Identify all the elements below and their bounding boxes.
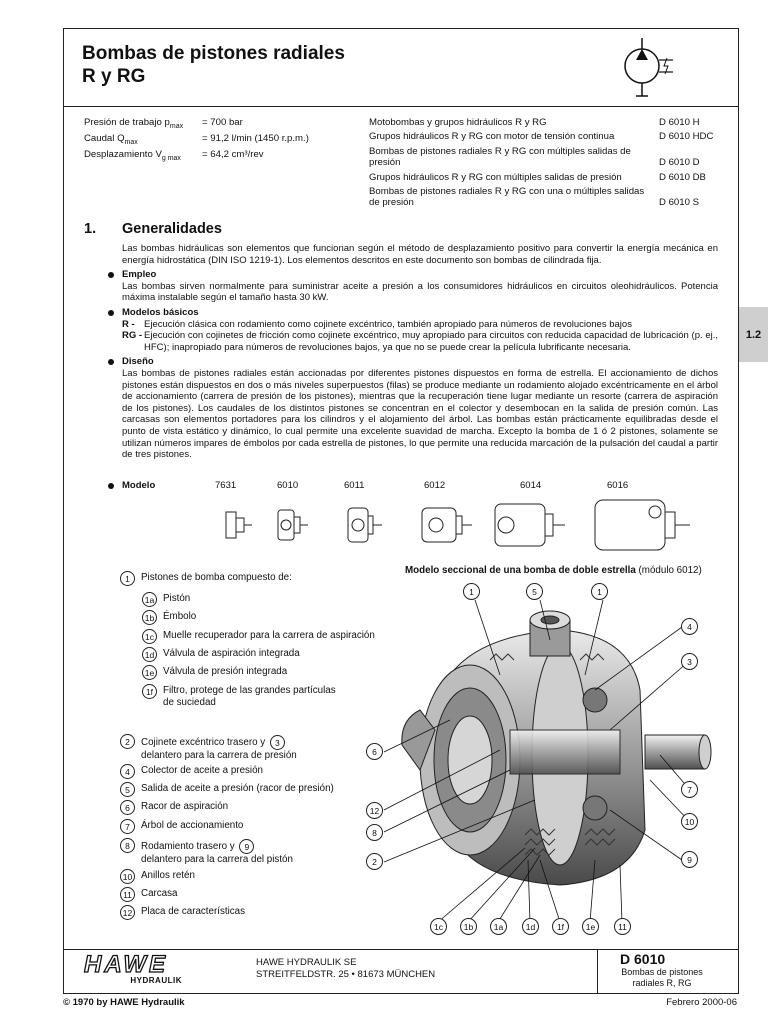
callout-1a: 1a — [490, 918, 507, 935]
callout-1e: 1e — [582, 918, 599, 935]
callout-2: 2 — [366, 853, 383, 870]
bullet-icon — [108, 310, 114, 316]
callout-11: 11 — [614, 918, 631, 935]
callout-1f: 1f — [552, 918, 569, 935]
pump-models-illustration — [200, 492, 700, 554]
pump-6014-icon — [495, 504, 565, 546]
sectional-drawing — [360, 580, 740, 940]
footer-address: HAWE HYDRAULIK SE STREITFELDSTR. 25 • 81673 MÜNCHEN — [256, 957, 436, 980]
model-number: 6011 — [344, 480, 365, 491]
list-item: Motobombas y grupos hidráulicos R y RG D 6010 H — [369, 117, 700, 128]
model-number: 7631 — [215, 480, 237, 491]
list-item: 1 Pistones de bomba compuesto de: — [120, 571, 292, 586]
section-title: Generalidades — [122, 221, 222, 237]
section-number: 1. — [84, 221, 97, 237]
doc-subtitle: Bombas de pistones radiales R, RG — [621, 967, 703, 988]
model-number: 6012 — [424, 480, 446, 491]
sectional-model-title: Modelo seccional de una bomba de doble estrella (módulo 6012) — [405, 565, 702, 576]
list-item: 1a Pistón — [142, 592, 190, 607]
list-item: 1e Válvula de presión integrada — [142, 665, 287, 680]
section-body — [122, 243, 718, 461]
callout-6: 6 — [366, 743, 383, 760]
model-number: 6014 — [520, 480, 542, 491]
callout-1: 1 — [463, 583, 480, 600]
list-item: Grupos hidráulicos R y RG con motor de tensión continua D 6010 HDC — [369, 131, 714, 143]
callout-12: 12 — [366, 802, 383, 819]
callout-1d: 1d — [522, 918, 539, 935]
related-products-list — [369, 117, 729, 212]
pump-symbol-icon — [618, 36, 682, 102]
pump-cutaway-icon — [360, 580, 740, 940]
bullet-icon — [108, 483, 114, 489]
doc-date: Febrero 2000-06 — [666, 997, 737, 1008]
callout-5: 5 — [526, 583, 543, 600]
list-item: 11 Carcasa — [120, 887, 177, 902]
bullet-diseno: Diseño Las bombas de pistones radiales están accionadas por diferentes pistones dispuestos en forma de estrella. El accionamiento de dichos pistones están dispuestos en dos o más niveles superpuestos (filas) se produce mediante un rodamiento alojado excéntricamente en el árbol de accionamiento (carrera de presión de los pistones), mientras que la recuperación tiene lugar mediante un resorte (carrera de aspiración de los pistones). Los caudales de los distintos pistones se concentran en el colector y desembocan en la salida de presión común. Las carcasas son elementos portadores para los cilindros y el alojamiento del árbol. Las bombas están prácticamente equilibradas desde el punto de vista estático y dinámico, lo cual permite una excelente suavidad de marcha. Excepto la bomba de 1 ó 2 pistones, solamente se utilizan números impares de émbolos por cada estrella de pistones, lo que permite una reducida marcación de la pulsación del caudal a partir de tres pistones. — [122, 356, 718, 460]
list-item: 7 Árbol de accionamiento — [120, 819, 243, 834]
doc-code: D 6010 — [620, 951, 666, 967]
page-title: Bombas de pistones radiales R y RG — [82, 43, 345, 87]
callout-1: 1 — [591, 583, 608, 600]
callout-3: 3 — [681, 653, 698, 670]
list-item: 1b Émbolo — [142, 610, 196, 625]
pump-6016-icon — [595, 500, 690, 550]
list-item: Grupos hidráulicos R y RG con múltiples salidas de presión D 6010 DB — [369, 171, 706, 183]
list-item: 8 Rodamiento trasero y 9 delantero para la carrera del pistón — [120, 838, 293, 866]
pump-6010-icon — [278, 510, 308, 540]
list-item: 5 Salida de aceite a presión (racor de presión) — [120, 782, 334, 797]
callout-7: 7 — [681, 781, 698, 798]
copyright: © 1970 by HAWE Hydraulik — [63, 997, 185, 1008]
spec-row: Caudal $Q_{max}$ = 91,2 l/min (1450 r.p.m.) — [84, 132, 309, 146]
list-item: 1f Filtro, protege de las grandes partículas de suciedad — [142, 684, 336, 709]
callout-1c: 1c — [430, 918, 447, 935]
intro-paragraph: Las bombas hidráulicas son elementos que funcionan según el método de desplazamiento positivo para convertir la energía mecánica en energía hidrostática (DIN ISO 1219-1). Los elementos descritos en este documento son bombas de cilindrada fija. — [122, 243, 718, 266]
bullet-empleo: Empleo Las bombas sirven normalmente para suministrar aceite a presión a los consumidores hidráulicos en circuitos oleohidráulicos. Potencia máxima instalable según el tamaño hasta 30 kW. — [122, 269, 718, 304]
list-item: 1d Válvula de aspiración integrada — [142, 647, 300, 662]
section-tab: 1.2 — [739, 307, 768, 362]
spec-row: Desplazamiento $V_{g max}$ = 64,2 cm³/rev — [84, 148, 264, 162]
header-divider — [63, 106, 739, 107]
callout-4: 4 — [681, 618, 698, 635]
bullet-modelos: Modelos básicos R - Ejecución clásica con rodamiento como cojinete excéntrico, también apropiado para números de revoluciones bajos RG - Ejecución con cojinetes de fricción como cojinete excéntrico, muy apropiado para circuitos con reducida capacidad de lubricación (p. ej., HFC); inapropiado para números de revoluciones bajos, ya que no se puede crear la película lubrificante necesaria. — [122, 307, 718, 353]
callout-8: 8 — [366, 824, 383, 841]
list-item: 1c Muelle recuperador para la carrera de aspiración — [142, 629, 375, 644]
list-item: 6 Racor de aspiración — [120, 800, 228, 815]
list-item: Bombas de pistones radiales R y RG con una o múltiples salidas de presión D 6010 S — [369, 186, 700, 209]
model-number: 6016 — [607, 480, 629, 491]
model-number: 6010 — [277, 480, 299, 491]
pump-6011-icon — [348, 508, 382, 542]
pump-6012-icon — [422, 508, 472, 542]
list-item: 12 Placa de características — [120, 905, 245, 920]
list-item: 10 Anillos retén — [120, 869, 195, 884]
callout-10: 10 — [681, 813, 698, 830]
list-item: 2 Cojinete excéntrico trasero y 3 delantero para la carrera de presión — [120, 734, 297, 762]
callout-9: 9 — [681, 851, 698, 868]
spec-table — [84, 117, 362, 165]
pump-7631-icon — [226, 512, 252, 538]
spec-row: Presión de trabajo $p_{max}$ = 700 bar — [84, 117, 243, 130]
list-item: Bombas de pistones radiales R y RG con múltiples salidas de presión D 6010 D — [369, 145, 700, 169]
callout-1b: 1b — [460, 918, 477, 935]
list-item: 4 Colector de aceite a presión — [120, 764, 263, 779]
hawe-logo: HAWE HYDRAULIK — [84, 951, 182, 985]
